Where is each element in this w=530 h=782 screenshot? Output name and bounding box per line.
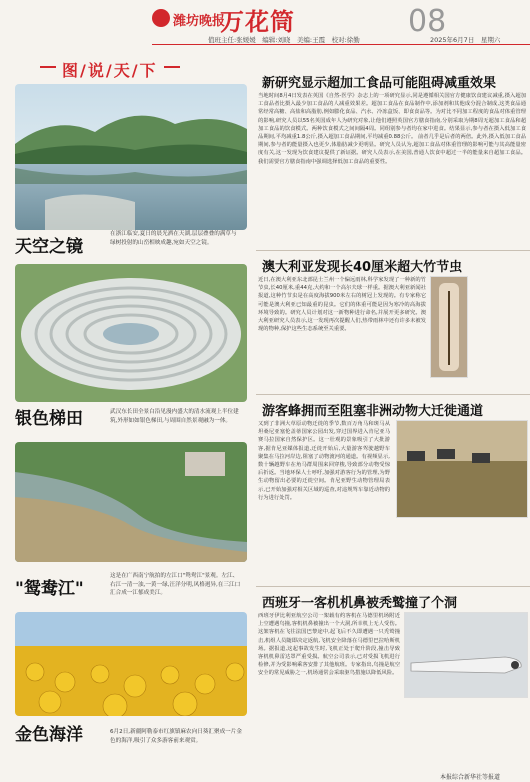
photo-damaged-aircraft bbox=[404, 612, 528, 698]
photo-golden-sea bbox=[15, 612, 247, 716]
article-title-4[interactable]: 西班牙一客机机鼻被秃鹫撞了个洞 bbox=[262, 596, 458, 611]
photo-caption-1: 在浙江临安,夏日的晨光洒在天湖,层层叠叠的满草与绿树投射的山峦相映成趣,宛如天空之镜。 bbox=[110, 231, 237, 246]
article-body-2: 近日,在澳大利亚东北部昆士兰州一个偏远雨林,科学家发现了一种新的竹节虫,长40厘米,重44克,大约和一个高尔夫球一样重。据澳大利亚新闻社报道,这种竹节虫是在高度海拔900米左右的树冠上发现的。有专家称它可能是澳大利亚已知最重的昆虫。它们的体重可能是因为寒冷的高海拔环境导致的。研究人员计划对这一新物种进行命名,并展开更多研究。澳大利亚研究人员表示,这一发现再次提醒人们,热带雨林中还有许多未被发现的物种,保护这些生态系统至关重要。 bbox=[258, 277, 426, 333]
section-title: 万花筒 bbox=[220, 7, 295, 36]
article-divider bbox=[256, 250, 530, 251]
article-title-3[interactable]: 游客蜂拥而至阻塞非洲动物大迁徙通道 bbox=[262, 404, 484, 419]
photo-silver-terraces bbox=[15, 264, 247, 402]
article-title-1[interactable]: 新研究显示超加工食品可能阻碍减重效果 bbox=[262, 76, 497, 91]
paper-name: 潍坊晚报 bbox=[173, 14, 226, 29]
photo-title-2: 银色梯田 bbox=[15, 409, 83, 429]
photo-caption-4: 6月2日,新疆阿勒泰市红旗镇麻农向日葵汇聚成一片金色的海洋,吸引了众多游客前来观赏。 bbox=[110, 729, 242, 744]
photo-title-4: 金色海洋 bbox=[15, 725, 83, 745]
photo-caption-3: 这是在广西南宁航拍的左江口"鸳鸯江"景观。左江、右江一清一浊,一黄一绿,汪洋分明,风格迥异,在三江口汇合成一江郁成美江。 bbox=[110, 573, 241, 596]
editorial-credits: 值班主任:张媛媛 编辑:刘晓 美编:王霞 校对:徐勤 bbox=[208, 36, 360, 44]
article-divider bbox=[256, 586, 530, 587]
issue-date: 2025年6月7日 星期六 bbox=[430, 36, 501, 44]
photo-sky-mirror bbox=[15, 84, 247, 230]
photo-title-3: "鸳鸯江" bbox=[15, 579, 84, 599]
photo-stick-insect bbox=[430, 276, 468, 378]
article-body-3: 又到了非洲大草原动物迁徙的季节,数百万角马和斑马从坦桑尼亚塞伦盖蒂国家公园出发,穿过国界进入肯尼亚马赛马拉国家自然保护区。这一壮观的景象吸引了大批游客,据肯尼亚媒体报道,迁徙开始后,大量游客驾驶越野车聚集在马拉河岸边,阻塞了动物渡河的通道。有视频显示,数十辆越野车在角马群周围来回穿梭,导致部分动物受惊后折返。当地环保人士呼吁,加强对游客行为的管理,为野生动物留出必要的迁徙空间。肯尼亚野生动物管理局表示,已开始加强对相关区域的巡查,对违规驾车靠近动物的行为进行处罚。 bbox=[258, 421, 390, 501]
article-divider bbox=[256, 394, 530, 395]
photo-wildebeest-tourists bbox=[396, 420, 528, 518]
article-body-1: 当地时间8月4日发表在英国《自然-医学》杂志上的一项研究显示,同是遵循相关国官方健康饮食建议减重,摄入超加工食品者比摄入最少加工食品的人减重效果差。超加工食品在食品制作中,添加剂和其他成分混合制成,这类食品通常经常高糖、高盐和高脂肪,例如膨化食品、汽水、冷冻盒饭、即食食品等。为对比不同加工程度的食品对体重管理的影响,研究人员以55名英国成年人为研究对象,让他们遵照英国官方膳食指南,分别采取为期8周无超加工食品和超加工食品的饮食模式。两种饮食模式之间间隔4周。同组别参与者均在家中进食。结果显示,参与者在摄入低加工食品期间,平均减重1.8公斤,摄入超加工食品期间,平均减重0.88公斤。 前者几乎是后者的两倍。此外,摄入低加工食品期间,参与者的能量摄入也更少,体脂肪减少更明显。研究人员认为,超加工食品对体重管理的影响可能与其高能量密度有关,这一发现为饮食建议提供了新证据。研究人员表示,在美国,普通人饮食中超过一半的能量来自超加工食品。我们需要官方膳食指南中强调选择低加工食品的重要性。 bbox=[258, 93, 526, 165]
article-title-2[interactable]: 澳大利亚发现长40厘米超大竹节虫 bbox=[262, 260, 463, 275]
newspaper-logo-icon bbox=[152, 9, 170, 27]
article-body-4: 西班牙伊比利亚航空公司一架载有约客机在马德里机场附近上空遭遇鸟撞,客机机鼻被撞出一个大洞,所幸机上无人受伤。这架客机在飞往法国巴黎途中,起飞后不久即遭遇一只秃鹫撞击,机组人员随即决定返航,飞机安全降落在马德里巴拉哈斯机场。据报道,这起事故发生时,飞机正处于爬升阶段,撞击导致客机机鼻雷达罩严重受损。航空公司表示,已对受损飞机进行检修,并为受影响乘客安排了其他航班。专家指出,鸟撞是航空安全的常见威胁之一,机场通常会采取驱鸟措施以降低风险。 bbox=[258, 613, 400, 677]
photo-title-1: 天空之镜 bbox=[15, 237, 83, 257]
photo-mandarin-duck-river bbox=[15, 442, 247, 562]
source-note: 本报综合新华社等报道 bbox=[440, 774, 501, 781]
header-divider bbox=[152, 44, 530, 45]
page-number: 08 bbox=[408, 4, 447, 39]
photo-caption-2: 武汉东长田全景白沿见漫内盛大的清水流观上半位建筑,外形如如银色梯田,与周围自然景观融为一体。 bbox=[110, 409, 239, 424]
photo-section-heading: 图/说/天/下 bbox=[62, 58, 158, 81]
